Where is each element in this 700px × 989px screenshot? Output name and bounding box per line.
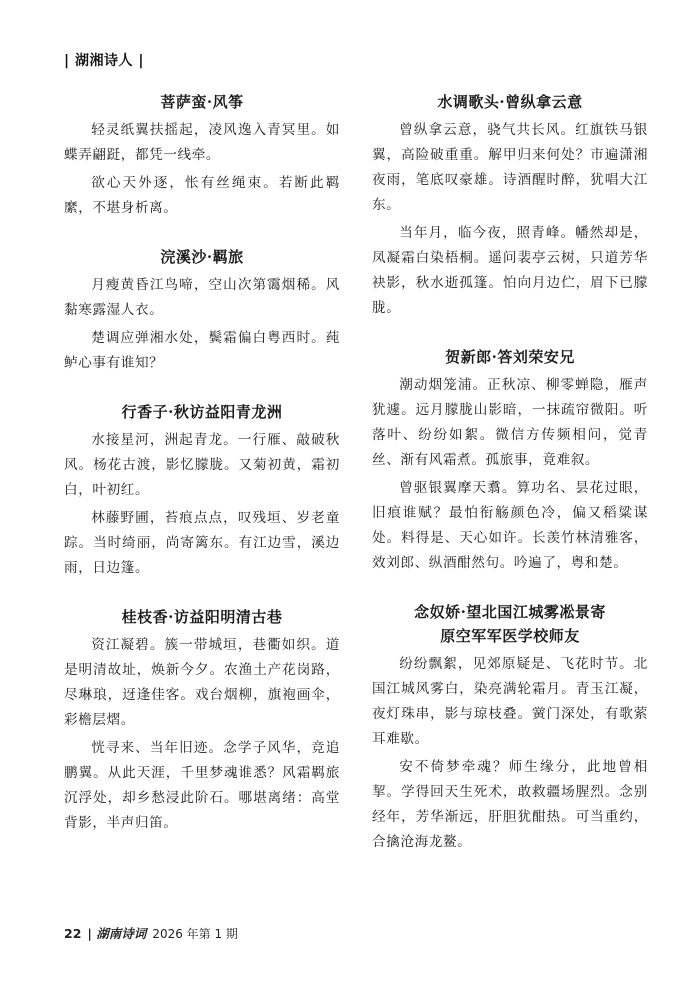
poem-title: 菩萨蛮·风筝 bbox=[160, 93, 244, 111]
poem-stanza: 欲心天外逐，怅有丝绳束。若断此羁縻，不堪身析离。 bbox=[64, 175, 340, 216]
section-header: | 湖湘诗人 | bbox=[64, 53, 144, 69]
poem-title: 桂枝香·访益阳明清古巷 bbox=[121, 608, 283, 626]
poem-stanza: 轻灵纸翼扶摇起，凌风逸入青冥里。如蝶弄翩跹，都凭一线牵。 bbox=[64, 122, 340, 163]
poem-stanza: 水接星河，洲起青龙。一行雁、敲破秋风。杨花古渡，影忆朦胧。又菊初黄，霜初白，叶初红。 bbox=[64, 432, 340, 498]
poem bbox=[64, 247, 340, 376]
poem-stanza: 资江凝碧。簇一带城垣，巷衢如织。道是明清故址，焕新今夕。农渔土产花岗路，尽琳琅，迓逢佳客。戏台烟柳，旗袍画伞，彩檐层熠。 bbox=[64, 637, 340, 728]
poem-title: 贺新郎·答刘荣安兄 bbox=[445, 348, 575, 366]
magazine-name: | 湖南诗词 bbox=[87, 926, 147, 941]
poem-stanza: 潮动烟笼浦。正秋凉、柳零蝉隐，雁声犹遽。远月朦胧山影暗，一抹疏帘微阳。听落叶、纷纷如絮。微信方传频相问，觉青丝、渐有风霜煮。孤旅事，竟难叙。 bbox=[372, 377, 648, 468]
poem-stanza: 安不倚梦牵魂？师生缘分，此地曾相挈。学得回天生死术，敢救疆场腥烈。念别经年，芳华渐远，肝胆犹酣热。可当重约，合擒沧海龙鳌。 bbox=[372, 759, 648, 850]
poem-title: 念奴娇·望北国江城雾凇景寄 bbox=[414, 603, 606, 621]
poem-stanza: 月瘦黄昏江鸟啼，空山次第霭烟稀。风黏寒露湿人衣。 bbox=[64, 277, 340, 318]
poem bbox=[64, 607, 340, 836]
poem-stanza: 恍寻来、当年旧迹。念学子风华，竞追鹏翼。从此天涯，千里梦魂谁悉？风霜羁旅沉浮处，却乡愁浸此阶石。哪堪离绪：高堂背影，半声归笛。 bbox=[64, 740, 340, 831]
poem bbox=[372, 602, 648, 855]
left-column bbox=[64, 92, 340, 862]
poem-title: 浣溪沙·羁旅 bbox=[160, 248, 244, 266]
poem bbox=[64, 402, 340, 581]
poem-stanza: 楚调应弹湘水处，鬓霜偏白粤西时。莼鲈心事有谁知？ bbox=[64, 330, 340, 371]
poem-stanza: 曾驱银翼摩天翥。算功名、昙花过眼，旧痕谁赋？最怕衔觞颜色冷，偏又稻粱谋处。料得是、天心如许。长羡竹林清雅客，效刘郎、纵酒酣然句。吟遍了，粤和楚。 bbox=[372, 480, 648, 571]
poem-stanza: 林藤野圃，苔痕点点，叹残垣、岁老童踪。当时绮丽，尚寄篱东。有江边雪，溪边雨，日边篷。 bbox=[64, 510, 340, 576]
poem-title: 水调歌头·曾纵拿云意 bbox=[437, 93, 583, 111]
poem-subtitle: 原空军军医学校师友 bbox=[440, 627, 580, 645]
poem-title: 行香子·秋访益阳青龙洲 bbox=[121, 403, 283, 421]
poem bbox=[372, 92, 648, 321]
right-column bbox=[372, 92, 648, 881]
page-number: 22 bbox=[64, 925, 82, 941]
poem-stanza: 曾纵拿云意，骁气共长风。红旗铁马银翼，高险破重重。解甲归来何处？市遍潇湘夜雨，笔底叹豪雄。诗酒醒时醉，犹唱大江东。 bbox=[372, 122, 648, 213]
poem bbox=[372, 347, 648, 576]
issue-label: 2026 年第 1 期 bbox=[152, 926, 238, 941]
page-footer bbox=[64, 924, 238, 942]
poem bbox=[64, 92, 340, 221]
poem-stanza: 当年月，临今夜，照青峰。幡然却是，凤凝霜白染梧桐。遥问裴亭云树，只道芳华袂影，秋水逝孤篷。怕向月边伫，眉下已朦胧。 bbox=[372, 225, 648, 316]
poem-stanza: 纷纷飘絮，见郊原疑是、飞花时节。北国江城风雾白，染亮满轮霜月。青玉江凝，夜灯珠串，影与琼枝叠。黉门深处，有歌萦耳难歇。 bbox=[372, 656, 648, 747]
